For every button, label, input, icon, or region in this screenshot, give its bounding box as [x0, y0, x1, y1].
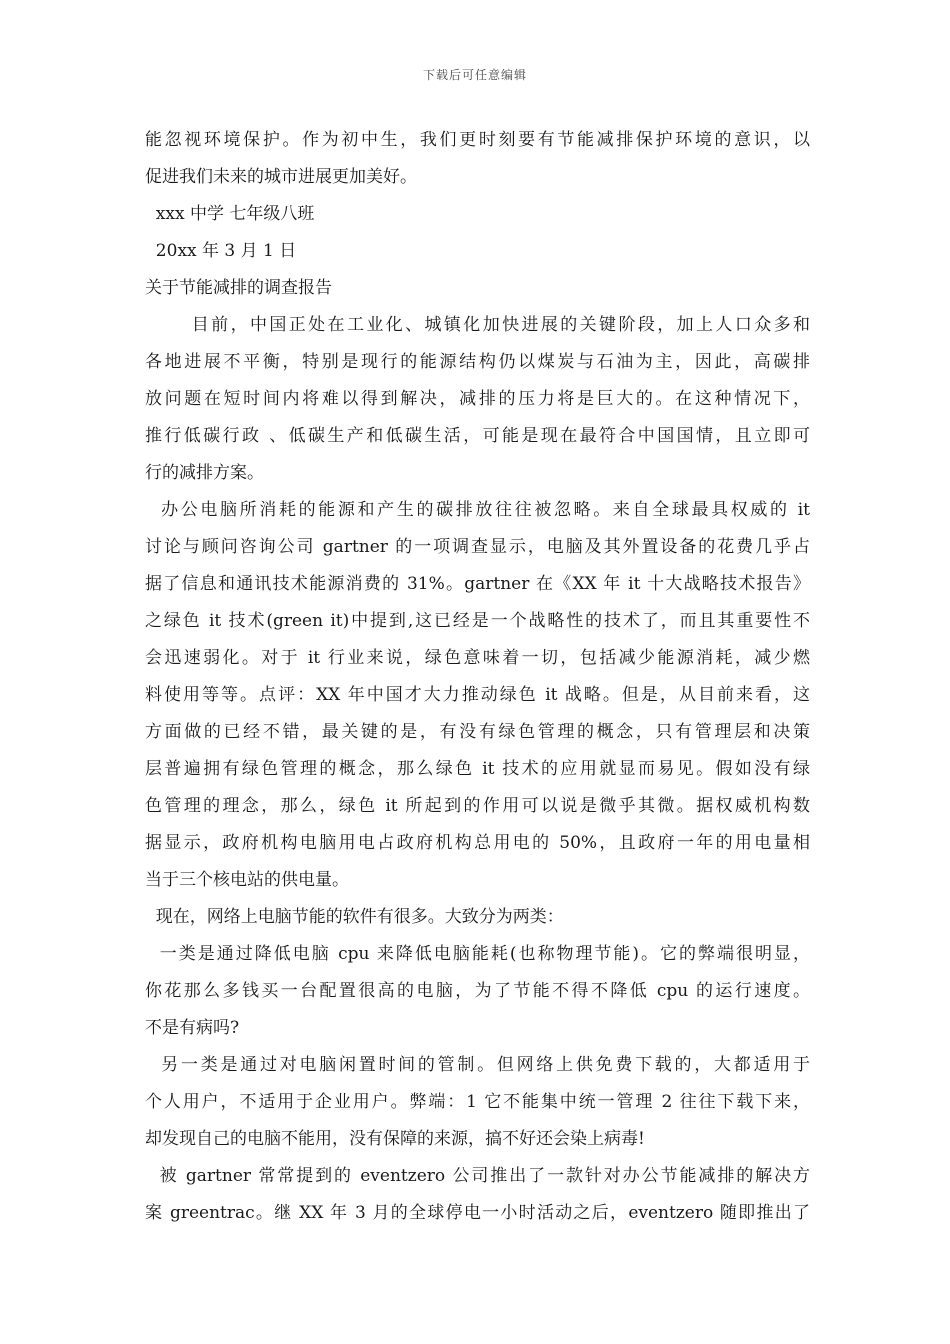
text-line: 目前，中国正处在工业化、城镇化加快进展的关键阶段，加上人口众多和: [145, 315, 810, 335]
text-line: 另一类是通过对电脑闲置时间的管制。但网络上供免费下载的，大都适用于: [145, 1055, 810, 1075]
text-line: 之绿色 it 技术(green it)中提到,这已经是一个战略性的技术了，而且其重要性不: [145, 611, 810, 631]
text-line: 不是有病吗?: [145, 1018, 240, 1038]
text-line: 层普遍拥有绿色管理的概念，那么绿色 it 技术的应用就显而易见。假如没有绿: [145, 759, 810, 779]
text-line: 20xx 年 3 月 1 日: [145, 241, 297, 261]
text-line: 促进我们未来的城市进展更加美好。: [145, 167, 417, 187]
text-line: 关于节能减排的调查报告: [145, 278, 332, 298]
page-header: 下载后可任意编辑: [422, 68, 527, 82]
text-line: 行的减排方案。: [145, 463, 264, 483]
text-line: 会迅速弱化。对于 it 行业来说，绿色意味着一切，包括减少能源消耗，减少燃: [145, 648, 810, 668]
text-line: 案 greentrac。继 XX 年 3 月的全球停电一小时活动之后，eventzero 随即推出了: [145, 1203, 810, 1223]
text-line: 你花那么多钱买一台配置很高的电脑，为了节能不得不降低 cpu 的运行速度。: [145, 981, 810, 1001]
text-line: xxx 中学 七年级八班: [145, 204, 315, 224]
text-line: 据显示，政府机构电脑用电占政府机构总用电的 50%，且政府一年的用电量相: [145, 833, 810, 853]
text-line: 色管理的理念，那么，绿色 it 所起到的作用可以说是微乎其微。据权威机构数: [145, 796, 810, 816]
text-line: 却发现自己的电脑不能用，没有保障的来源，搞不好还会染上病毒!: [145, 1129, 645, 1149]
text-line: 现在，网络上电脑节能的软件有很多。大致分为两类：: [145, 907, 564, 927]
text-line: 讨论与顾问咨询公司 gartner 的一项调查显示，电脑及其外置设备的花费几乎占: [145, 537, 810, 557]
text-line: 方面做的已经不错，最关键的是，有没有绿色管理的概念，只有管理层和决策: [145, 722, 810, 742]
text-line: 办公电脑所消耗的能源和产生的碳排放往往被忽略。来自全球最具权威的 it: [145, 500, 810, 520]
text-line: 推行低碳行政 、低碳生产和低碳生活，可能是现在最符合中国国情，且立即可: [145, 426, 810, 446]
text-line: 一类是通过降低电脑 cpu 来降低电脑能耗(也称物理节能)。它的弊端很明显，: [145, 944, 810, 964]
text-line: 当于三个核电站的供电量。: [145, 870, 349, 890]
text-line: 被 gartner 常常提到的 eventzero 公司推出了一款针对办公节能减排的解决方: [145, 1166, 810, 1186]
text-line: 料使用等等。点评：XX 年中国才大力推动绿色 it 战略。但是，从目前来看，这: [145, 685, 810, 705]
text-line: 各地进展不平衡，特别是现行的能源结构仍以煤炭与石油为主，因此，高碳排: [145, 352, 810, 372]
text-line: 个人用户，不适用于企业用户。弊端：1 它不能集中统一管理 2 往往下载下来，: [145, 1092, 810, 1112]
document-body: [145, 122, 810, 1232]
text-line: 据了信息和通讯技术能源消费的 31%。gartner 在《XX 年 it 十大战略技术报告》: [145, 574, 810, 594]
text-line: 放问题在短时间内将难以得到解决，减排的压力将是巨大的。在这种情况下，: [145, 389, 810, 409]
text-line: 能忽视环境保护。作为初中生，我们更时刻要有节能减排保护环境的意识，以: [145, 130, 810, 150]
